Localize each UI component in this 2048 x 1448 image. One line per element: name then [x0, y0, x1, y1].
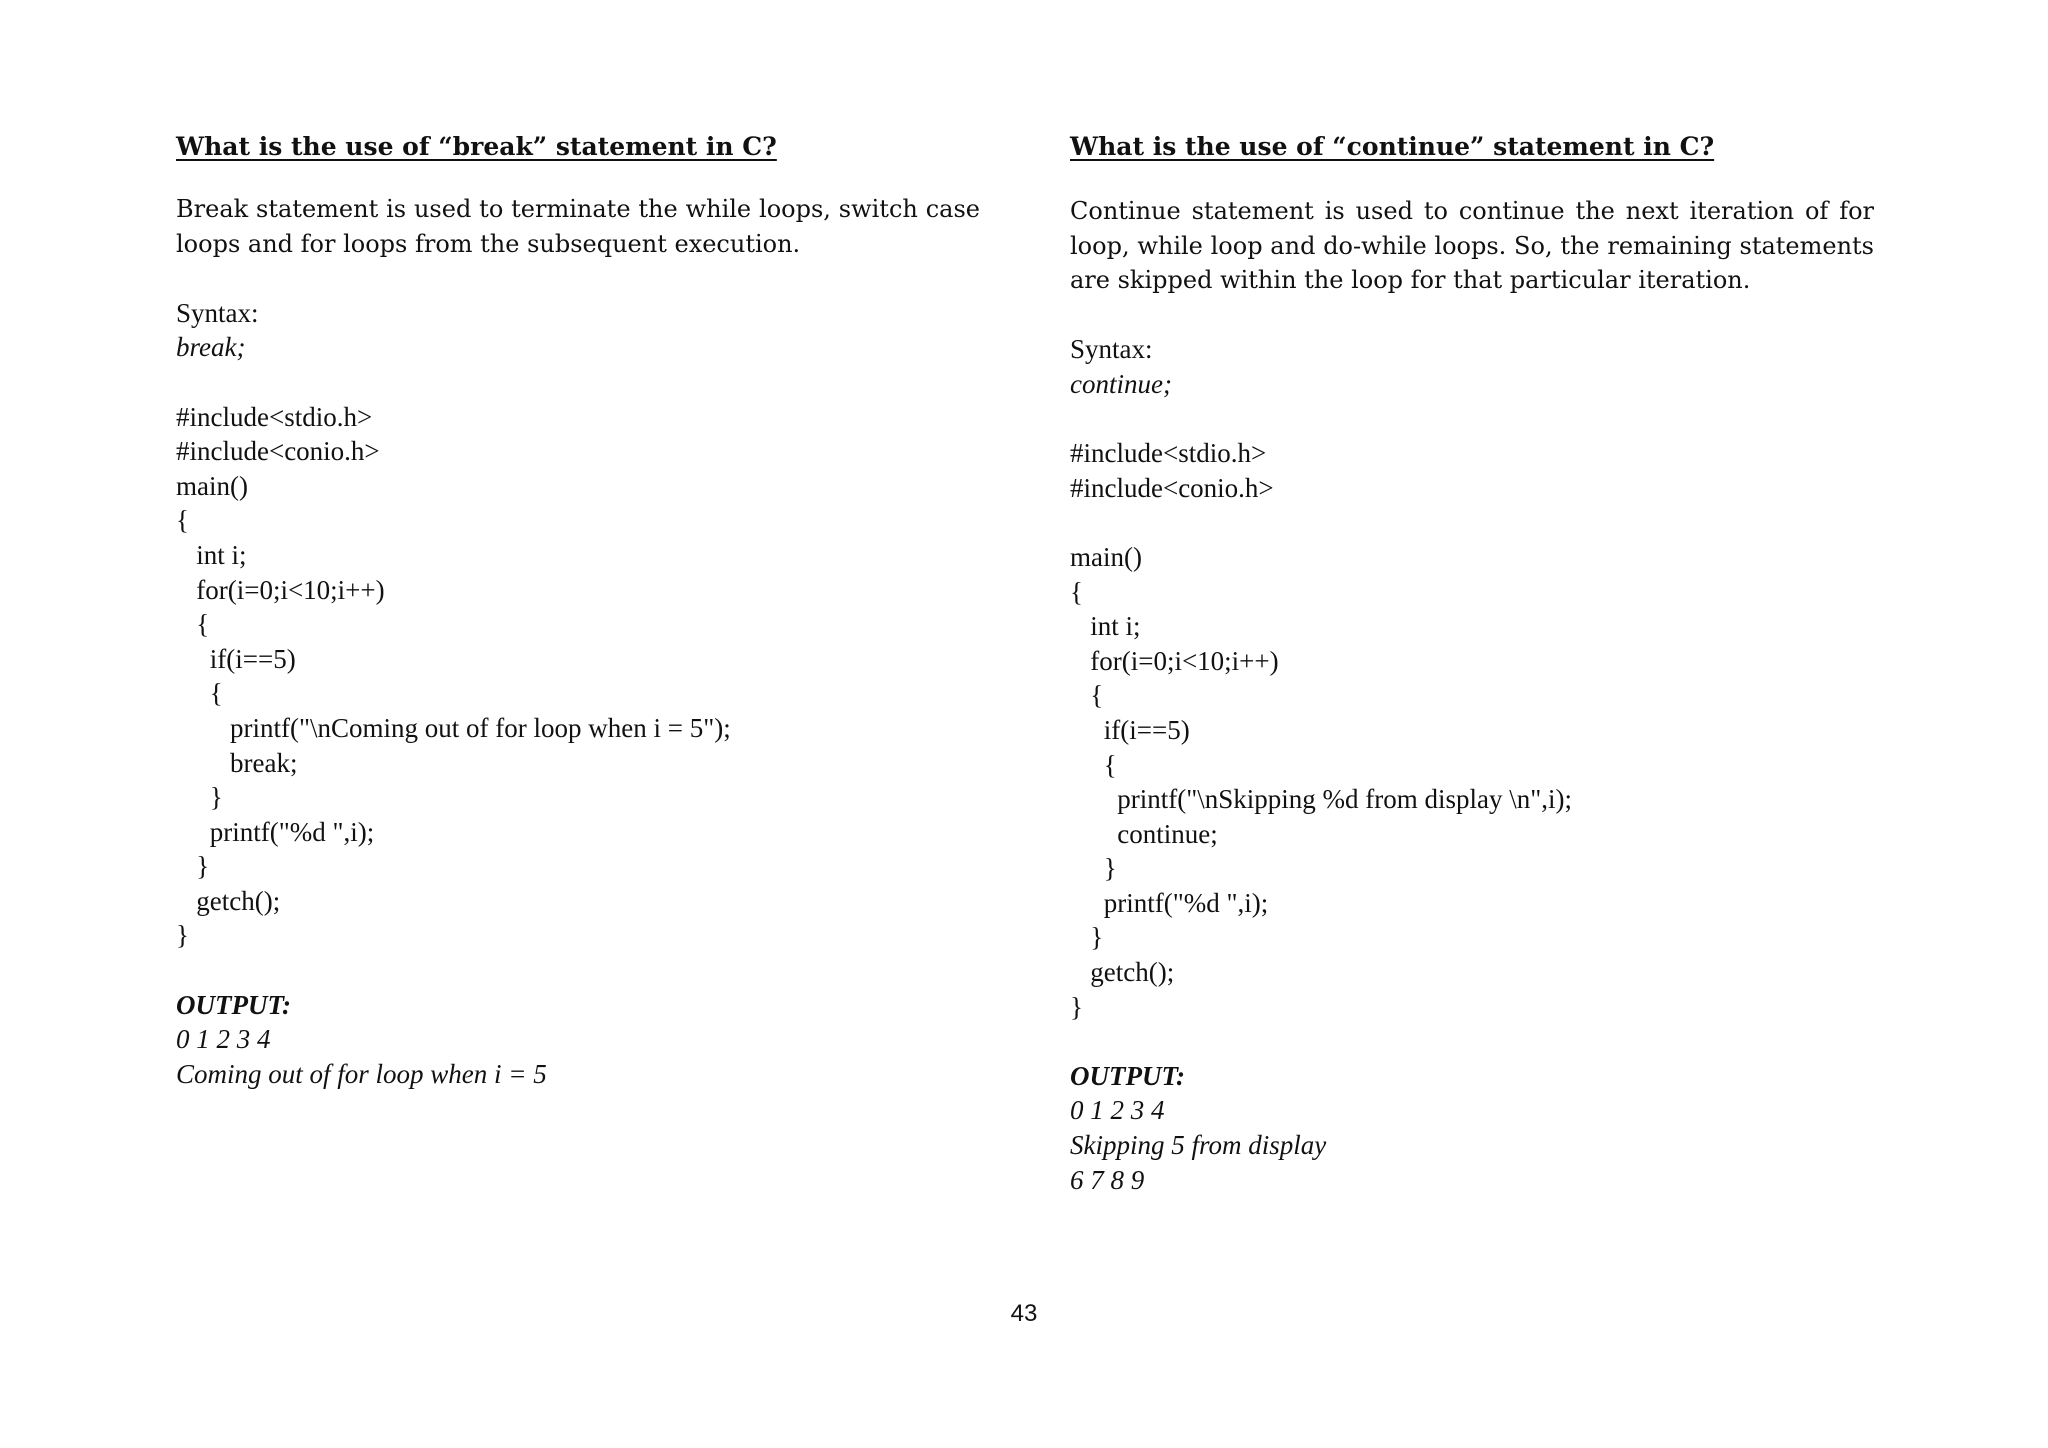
code-line: { [1070, 576, 1083, 607]
code-line: break; [176, 747, 298, 778]
output-line: 0 1 2 3 4 [1070, 1095, 1165, 1126]
code-line: { [176, 505, 189, 536]
code-line: } [176, 851, 210, 882]
spacer [176, 953, 980, 988]
break-syntax-label: Syntax: [176, 297, 259, 328]
left-column [176, 130, 980, 1091]
continue-code-block [1070, 540, 1874, 1024]
code-line: continue; [1070, 818, 1218, 849]
output-line: 6 7 8 9 [1070, 1164, 1145, 1195]
code-line: } [1070, 922, 1104, 953]
code-line: { [176, 609, 210, 640]
code-line: if(i==5) [176, 643, 296, 674]
code-line: for(i=0;i<10;i++) [176, 574, 385, 605]
code-line: printf("\nComing out of for loop when i = 5"); [176, 712, 731, 743]
code-line: getch(); [1070, 957, 1175, 988]
output-line: Coming out of for loop when i = 5 [176, 1058, 547, 1089]
code-line: printf("%d ",i); [176, 816, 375, 847]
break-output-block [176, 1022, 980, 1091]
break-code-block [176, 400, 980, 954]
code-line: #include<conio.h> [176, 436, 380, 467]
continue-syntax-label: Syntax: [1070, 334, 1153, 365]
break-description: Break statement is used to terminate the while loops, switch case loops and for loops from the subsequent execution. [176, 195, 980, 258]
code-line: main() [176, 470, 248, 501]
output-line: 0 1 2 3 4 [176, 1024, 271, 1055]
code-line: main() [1070, 541, 1142, 572]
spacer [1070, 1024, 1874, 1059]
continue-syntax-value: continue; [1070, 368, 1172, 399]
code-line: #include<stdio.h> [176, 401, 373, 432]
break-output-label: OUTPUT: [176, 989, 291, 1020]
continue-output-label: OUTPUT: [1070, 1060, 1185, 1091]
code-line: for(i=0;i<10;i++) [1070, 645, 1279, 676]
code-line: printf("%d ",i); [1070, 887, 1269, 918]
continue-description: Continue statement is used to continue the next iteration of for loop, while loop and do-while loops. So, the remaining statements are skipped within the loop for that particular iteration. [1070, 197, 1874, 295]
continue-includes-block [1070, 436, 1874, 505]
break-syntax-value: break; [176, 332, 246, 363]
code-line: if(i==5) [1070, 714, 1190, 745]
page-number: 43 [1010, 1300, 1038, 1327]
right-column [1070, 130, 1874, 1197]
code-line: printf("\nSkipping %d from display \n",i); [1070, 784, 1573, 815]
code-line: int i; [1070, 611, 1141, 642]
code-line: int i; [176, 539, 247, 570]
code-line: { [176, 678, 223, 709]
spacer [176, 365, 980, 400]
code-line: getch(); [176, 885, 281, 916]
spacer [1070, 298, 1874, 333]
code-line: #include<conio.h> [1070, 472, 1274, 503]
continue-output-block [1070, 1093, 1874, 1197]
break-heading: What is the use of “break” statement in C? [176, 132, 777, 161]
code-line: #include<stdio.h> [1070, 438, 1267, 469]
spacer [1070, 402, 1874, 437]
code-line: { [1070, 749, 1117, 780]
continue-heading: What is the use of “continue” statement in C? [1070, 132, 1715, 161]
spacer [176, 261, 980, 296]
spacer [1070, 505, 1874, 540]
code-line: } [1070, 991, 1083, 1022]
code-line: { [1070, 680, 1104, 711]
code-line: } [176, 782, 223, 813]
code-line: } [176, 920, 189, 951]
output-line: Skipping 5 from display [1070, 1130, 1327, 1161]
code-line: } [1070, 853, 1117, 884]
